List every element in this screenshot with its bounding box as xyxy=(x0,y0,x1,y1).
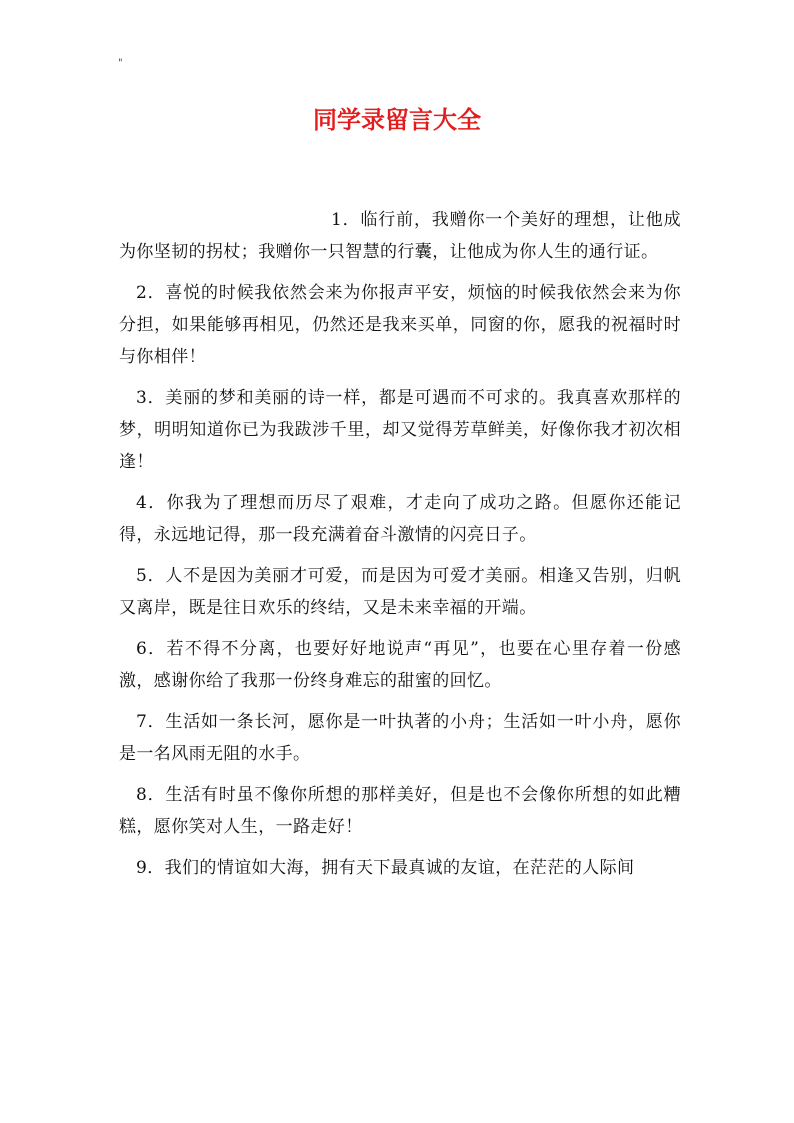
paragraph-1: 1．临行前，我赠你一个美好的理想，让他成为你坚韧的拐杖；我赠你一只智慧的行囊，让他成为你人生的通行证。 xyxy=(119,210,681,262)
paragraph-3: 3．美丽的梦和美丽的诗一样，都是可遇而不可求的。我真喜欢那样的梦，明明知道你已为我跋涉千里，却又觉得芳草鲜美，好像你我才初次相逢！ xyxy=(119,388,681,472)
document-body xyxy=(119,204,681,893)
paragraph-2: 2．喜悦的时候我依然会来为你报声平安，烦恼的时候我依然会来为你分担，如果能够再相见，仍然还是我来买单，同窗的你，愿我的祝福时时与你相伴！ xyxy=(119,283,681,367)
paragraph-7: 7．生活如一条长河，愿你是一叶执著的小舟；生活如一叶小舟，愿你是一名风雨无阻的水手。 xyxy=(119,712,681,764)
paragraph-5: 5．人不是因为美丽才可爱，而是因为可爱才美丽。相逢又告别，归帆又离岸，既是往日欢乐的终结，又是未来幸福的开端。 xyxy=(119,566,681,618)
paragraph-8: 8．生活有时虽不像你所想的那样美好，但是也不会像你所想的如此糟糕，愿你笑对人生，一路走好！ xyxy=(119,785,681,837)
corner-mark: " xyxy=(118,58,123,69)
paragraph-4: 4．你我为了理想而历尽了艰难，才走向了成功之路。但愿你还能记得，永远地记得，那一段充满着奋斗激情的闪亮日子。 xyxy=(119,493,681,545)
page-title: 同学录留言大全 xyxy=(313,106,481,134)
paragraph-6: 6．若不得不分离，也要好好地说声“再见”，也要在心里存着一份感激，感谢你给了我那一份终身难忘的甜蜜的回忆。 xyxy=(119,639,681,691)
paragraph-9: 9．我们的情谊如大海，拥有天下最真诚的友谊，在茫茫的人际间 xyxy=(136,858,635,878)
